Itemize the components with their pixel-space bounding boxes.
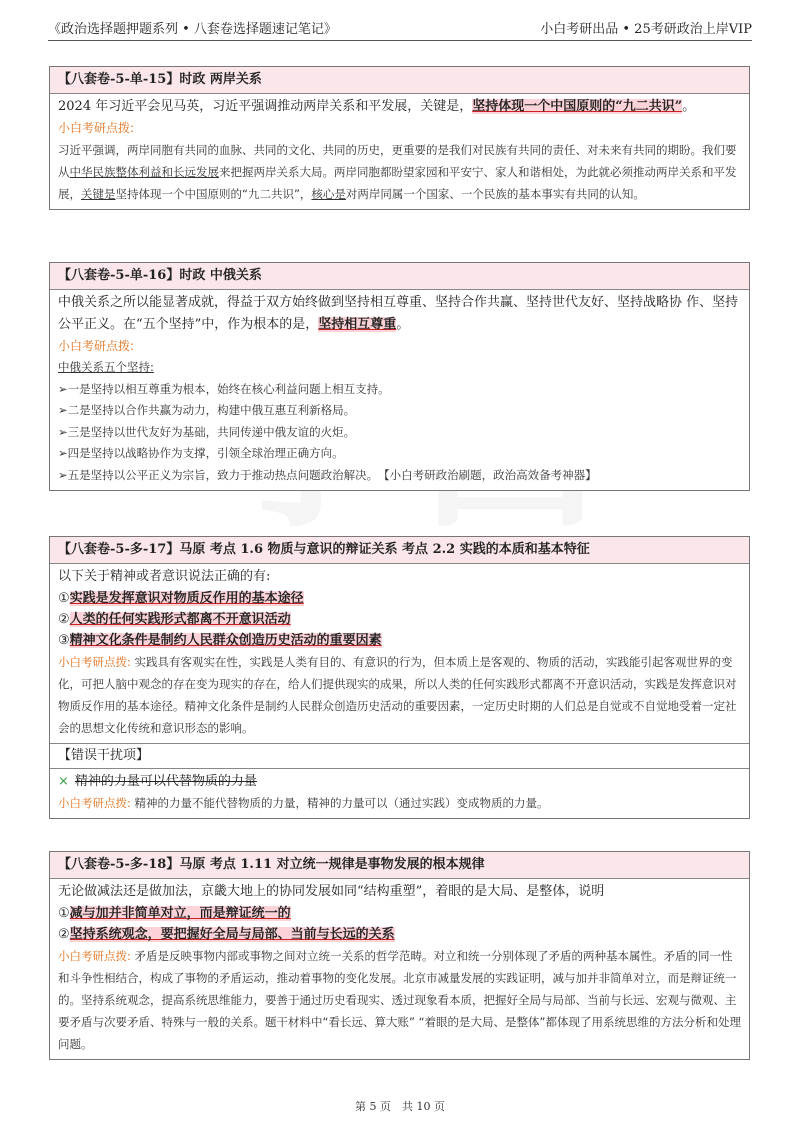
header-left: 《政治选择题押题系列 • 八套卷选择题速记笔记》 [48, 21, 337, 37]
note-label: 小白考研点拨: [58, 796, 131, 810]
note-label: 小白考研点拨: [58, 949, 131, 963]
question-title: 【八套卷-5-单-16】时政 中俄关系 [50, 263, 749, 290]
question-stem: 以下关于精神或者意识说法正确的有: [58, 569, 271, 584]
list-item: ➢四是坚持以战略协作为支撑，引领全球治理正确方向。 [58, 446, 344, 460]
note-label: 小白考研点拨: [58, 655, 131, 669]
question-stem: 2024 年习近平会见马英，习近平强调推动两岸关系和平发展，关键是，坚持体现一个中国原则的“九二共识”。 [58, 99, 696, 114]
promo-text: 【小白考研政治刷题，政治高效备考神器】 [383, 467, 597, 482]
list-item: ➢五是坚持以公平正义为宗旨，致力于推动热点问题政治解决。 【小白考研政治刷题，政治高效备考神器】 [58, 467, 597, 482]
page-header [48, 14, 752, 41]
option-2: ②人类的任何实践形式都离不开意识活动 [58, 612, 291, 627]
question-box-16 [49, 262, 750, 491]
note-text: 习近平强调，两岸同胞有共同的血脉、共同的文化、共同的历史，更重要的是我们对民族有共同的责任、对未来有共同的期盼。我们要从中华民族整体利益和长远发展来把握两岸关系大局。两岸同胞都盼望家园和平安宁、家人和谐相处，为此就必须推动两岸关系和平发展，关键是坚持体现一个中国原则的“九二共识”，核心是对两岸同属一个国家、一个民族的基本事实有共同的认知。 [58, 143, 737, 201]
list-item: ➢一是坚持以相互尊重为根本，始终在核心利益问题上相互支持。 [58, 381, 390, 396]
note-text: 小白考研点拨: 实践具有客观实在性，实践是人类有目的、有意识的行为，但本质上是客观的、物质的活动，实践能引起客观世界的变化，可把人脑中观念的存在变为现实的存在，给人们提供现实的成果，所以人类的任何实践形式都离不开意识活动，实践是发挥意识对物质反作用的基本途径。精神文化条件是制约人民群众创造历史活动的重要因素，一定历史时期的人们总是自觉或不自觉地受着一定社会的思想文化传统和意识形态的影响。 [58, 655, 737, 735]
question-title: 【八套卷-5-多-17】马原 考点 1.6 物质与意识的辩证关系 考点 2.2 实践的本质和基本特征 [50, 537, 749, 564]
question-box-17 [49, 536, 750, 819]
question-title: 【八套卷-5-多-18】马原 考点 1.11 对立统一规律是事物发展的根本规律 [50, 852, 749, 879]
header-right: 小白考研出品 • 25考研政治上岸VIP [540, 21, 752, 37]
option-1: ①实践是发挥意识对物质反作用的基本途径 [58, 591, 304, 606]
list-title: 中俄关系五个坚持: [58, 360, 154, 374]
wrong-options-title: 【错误干扰项】 [50, 743, 749, 769]
option-3: ③精神文化条件是制约人民群众创造历史活动的重要因素 [58, 633, 382, 648]
answer-highlight: 坚持相互尊重 [318, 317, 397, 332]
question-stem: 中俄关系之所以能显著成就，得益于双方始终做到坚持相互尊重、坚持合作共赢、坚持世代友好、坚持战略协 作、坚持公平正义。在“五个坚持”中，作为根本的是，坚持相互尊重。 [58, 295, 739, 332]
list-item: ➢三是坚持以世代友好为基础，共同传递中俄友谊的火炬。 [58, 424, 356, 439]
note-label: 小白考研点拨: [58, 339, 135, 353]
note-label: 小白考研点拨: [58, 121, 135, 135]
wrong-mark-icon: × [58, 774, 69, 789]
list-item: ➢二是坚持以合作共赢为动力，构建中俄互惠互利新格局。 [58, 403, 356, 417]
note-text: 小白考研点拨: 矛盾是反映事物内部或事物之间对立统一关系的哲学范畴。对立和统一分别体现了矛盾的两种基本属性。矛盾的同一性和斗争性相结合，构成了事物的矛盾运动，推动着事物的变化发展。北京市减量发展的实践证明，减与加并非简单对立，而是辩证统一的。坚持系统观念，提高系统思维能力，要善于通过历史看现实、透过现象看本质，把握好全局与局部、当前与长远、宏观与微观、主要矛盾与次要矛盾、特殊与一般的关系。题干材料中“看长远、算大账” “着眼的是大局、是整体”都体现了用系统思维的方法分析和处理问题。 [58, 949, 741, 1051]
question-stem: 无论做减法还是做加法，京畿大地上的协同发展如同“结构重塑”，着眼的是大局、是整体，说明 [58, 884, 605, 899]
wrong-note: 小白考研点拨: 精神的力量不能代替物质的力量，精神的力量可以（通过实践）变成物质的力量。 [58, 796, 549, 810]
option-1: ①减与加并非简单对立，而是辩证统一的 [58, 906, 291, 921]
question-box-18 [49, 851, 750, 1060]
answer-highlight: 坚持体现一个中国原则的“九二共识” [472, 99, 683, 114]
option-2: ②坚持系统观念，要把握好全局与局部、当前与长远的关系 [58, 927, 395, 942]
page-footer: 第 5 页 共 10 页 [355, 1100, 445, 1113]
question-box-15 [49, 66, 750, 210]
question-title: 【八套卷-5-单-15】时政 两岸关系 [50, 67, 749, 94]
wrong-option: × 精神的力量可以代替物质的力量 [58, 774, 257, 789]
